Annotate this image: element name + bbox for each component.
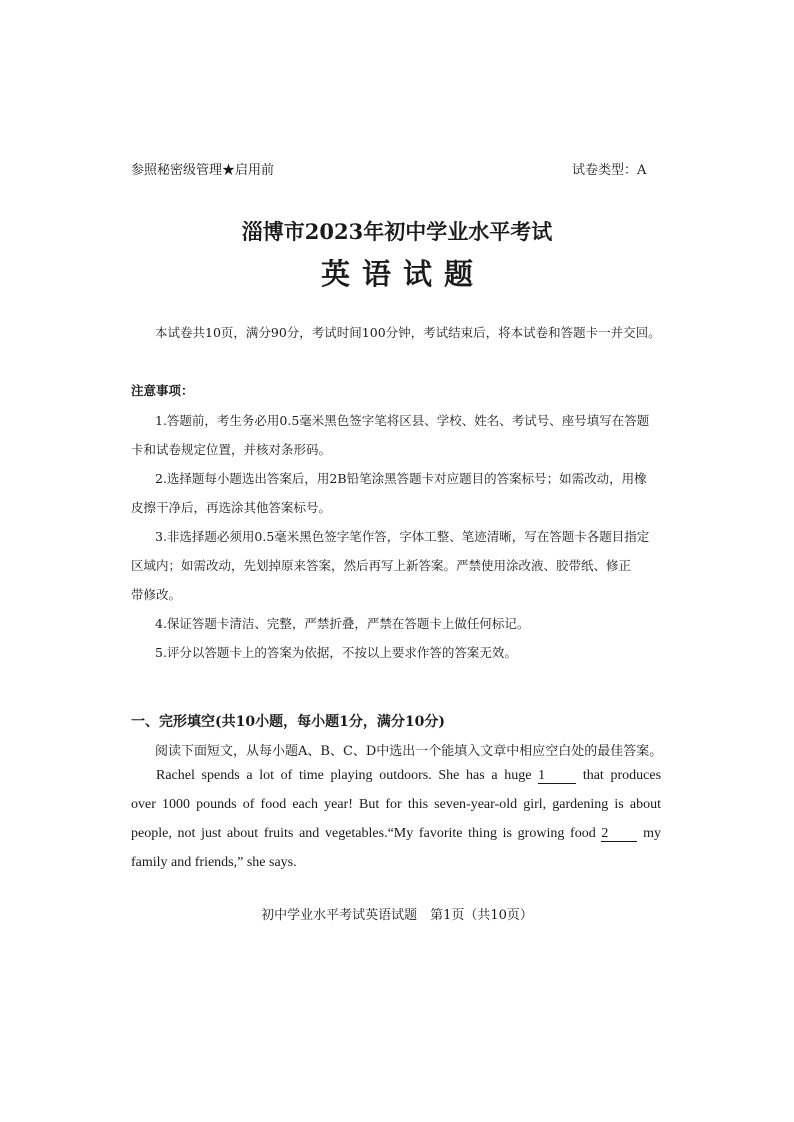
note-line: 1.答题前，考生务必用0.5毫米黑色签字笔将区县、学校、姓名、考试号、座号填写在答题: [155, 413, 650, 428]
passage-line: [131, 768, 661, 784]
note-line: 卡和试卷规定位置，并核对条形码。: [131, 442, 332, 457]
exam-title: 淄博市2023年初中学业水平考试: [241, 219, 553, 244]
subject-title: 英语试题: [320, 257, 485, 291]
note-line: 4.保证答题卡清洁、完整，严禁折叠，严禁在答题卡上做任何标记。: [155, 616, 530, 631]
passage-text: people, not just about fruits and vegetables.“My favorite thing is growing food: [131, 826, 596, 841]
paper-type-label: 试卷类型：A: [572, 163, 647, 178]
blank-1: 1: [538, 769, 576, 784]
blank-2: 2: [601, 827, 637, 842]
notes-heading: 注意事项：: [131, 383, 194, 398]
note-line: 3.非选择题必须用0.5毫米黑色签字笔作答，字体工整、笔迹清晰，写在答题卡各题目指定: [155, 529, 650, 544]
passage-text: Rachel spends a lot of time playing outdoors. She has a huge: [156, 768, 532, 783]
note-line: 5.评分以答题卡上的答案为依据，不按以上要求作答的答案无效。: [155, 645, 517, 660]
note-line: 2.选择题每小题选出答案后，用2B铅笔涂黑答题卡对应题目的答案标号；如需改动，用橡: [155, 471, 647, 486]
exam-intro: 本试卷共10页，满分90分，考试时间100分钟，考试结束后，将本试卷和答题卡一并交回。: [155, 325, 661, 340]
section-heading: 一、完形填空(共10小题，每小题1分，满分10分): [131, 714, 445, 730]
note-line: 皮擦干净后，再选涂其他答案标号。: [131, 500, 332, 515]
passage-text: my: [643, 826, 661, 841]
passage-line: family and friends,” she says.: [131, 855, 297, 870]
page-footer: 初中学业水平考试英语试题 第1页（共10页）: [261, 908, 533, 923]
confidentiality-label: 参照秘密级管理★启用前: [131, 163, 275, 178]
passage-text: that produces: [582, 768, 662, 783]
section-instruction: 阅读下面短文，从每小题A、B、C、D中选出一个能填入文章中相应空白处的最佳答案。: [155, 744, 663, 759]
passage-line: [131, 826, 661, 842]
passage-line: over 1000 pounds of food each year! But for this seven-year-old girl, gardening is about: [131, 797, 661, 812]
note-line: 带修改。: [131, 587, 182, 602]
note-line: 区域内；如需改动，先划掉原来答案，然后再写上新答案。严禁使用涂改液、胶带纸、修正: [131, 558, 632, 573]
